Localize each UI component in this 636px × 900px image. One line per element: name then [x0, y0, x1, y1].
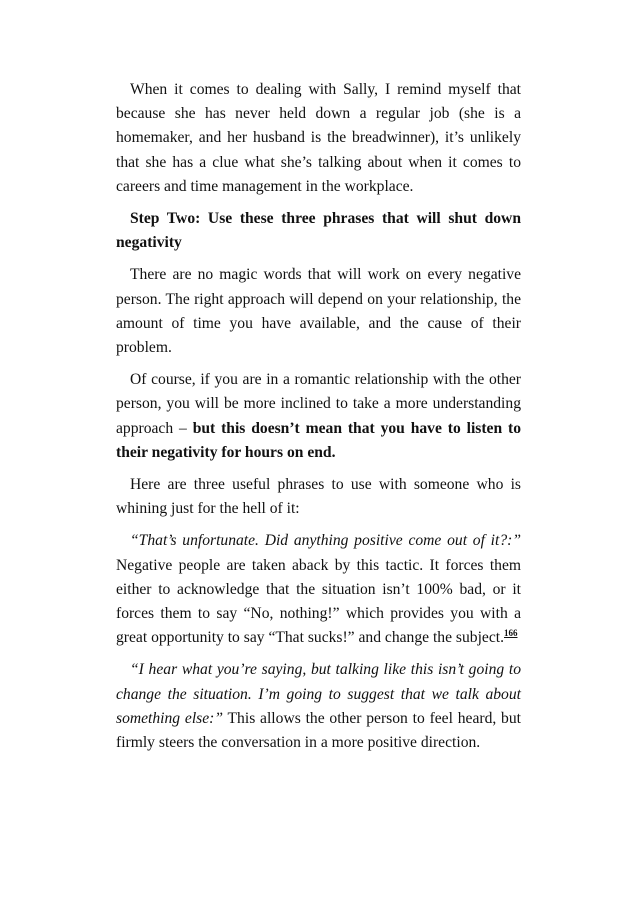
romantic-bold-text: but this doesn’t mean that you have to listen to their negativity for hours on end. — [116, 419, 521, 461]
paragraph-romantic-relationship — [116, 368, 521, 465]
paragraph-phrase-two — [116, 658, 521, 755]
footnote-link[interactable]: 166 — [504, 628, 518, 639]
phrase-two-quote: “I hear what you’re saying, but talking like this isn’t going to change the situation. I’m going to suggest that we talk about something else:” — [116, 661, 521, 727]
paragraph-three-phrases: Here are three useful phrases to use with someone who is whining just for the hell of it: — [116, 476, 521, 518]
paragraph-phrase-one — [116, 529, 521, 650]
paragraph-sally: When it comes to dealing with Sally, I remind myself that because she has never held down a regular job (she is a homemaker, and her husband is the breadwinner), it’s unlikely that she has a clue what she’s talking about when it comes to careers and time management in the workplace. — [116, 81, 521, 195]
phrase-one-text: Negative people are taken aback by this tactic. It forces them either to acknowledge that the situation isn’t 100% bad, or it forces them to say “No, nothing!” which provides you with a great opportunity to say “That sucks!” and change the subject. — [116, 556, 521, 647]
paragraph-no-magic-words: There are no magic words that will work on every negative person. The right approach will depend on your relationship, the amount of time you have available, and the cause of their problem. — [116, 266, 521, 357]
phrase-one-quote: “That’s unfortunate. Did anything positive come out of it?:” — [130, 532, 521, 550]
phrase-two-text: This allows the other person to feel heard, but firmly steers the conversation in a more positive direction. — [116, 709, 521, 752]
page-body — [116, 78, 521, 763]
romantic-text: Of course, if you are in a romantic relationship with the other person, you will be more inclined to take a more understanding approach – — [116, 371, 521, 437]
step-two-heading: Step Two: Use these three phrases that will shut down negativity — [116, 210, 521, 252]
